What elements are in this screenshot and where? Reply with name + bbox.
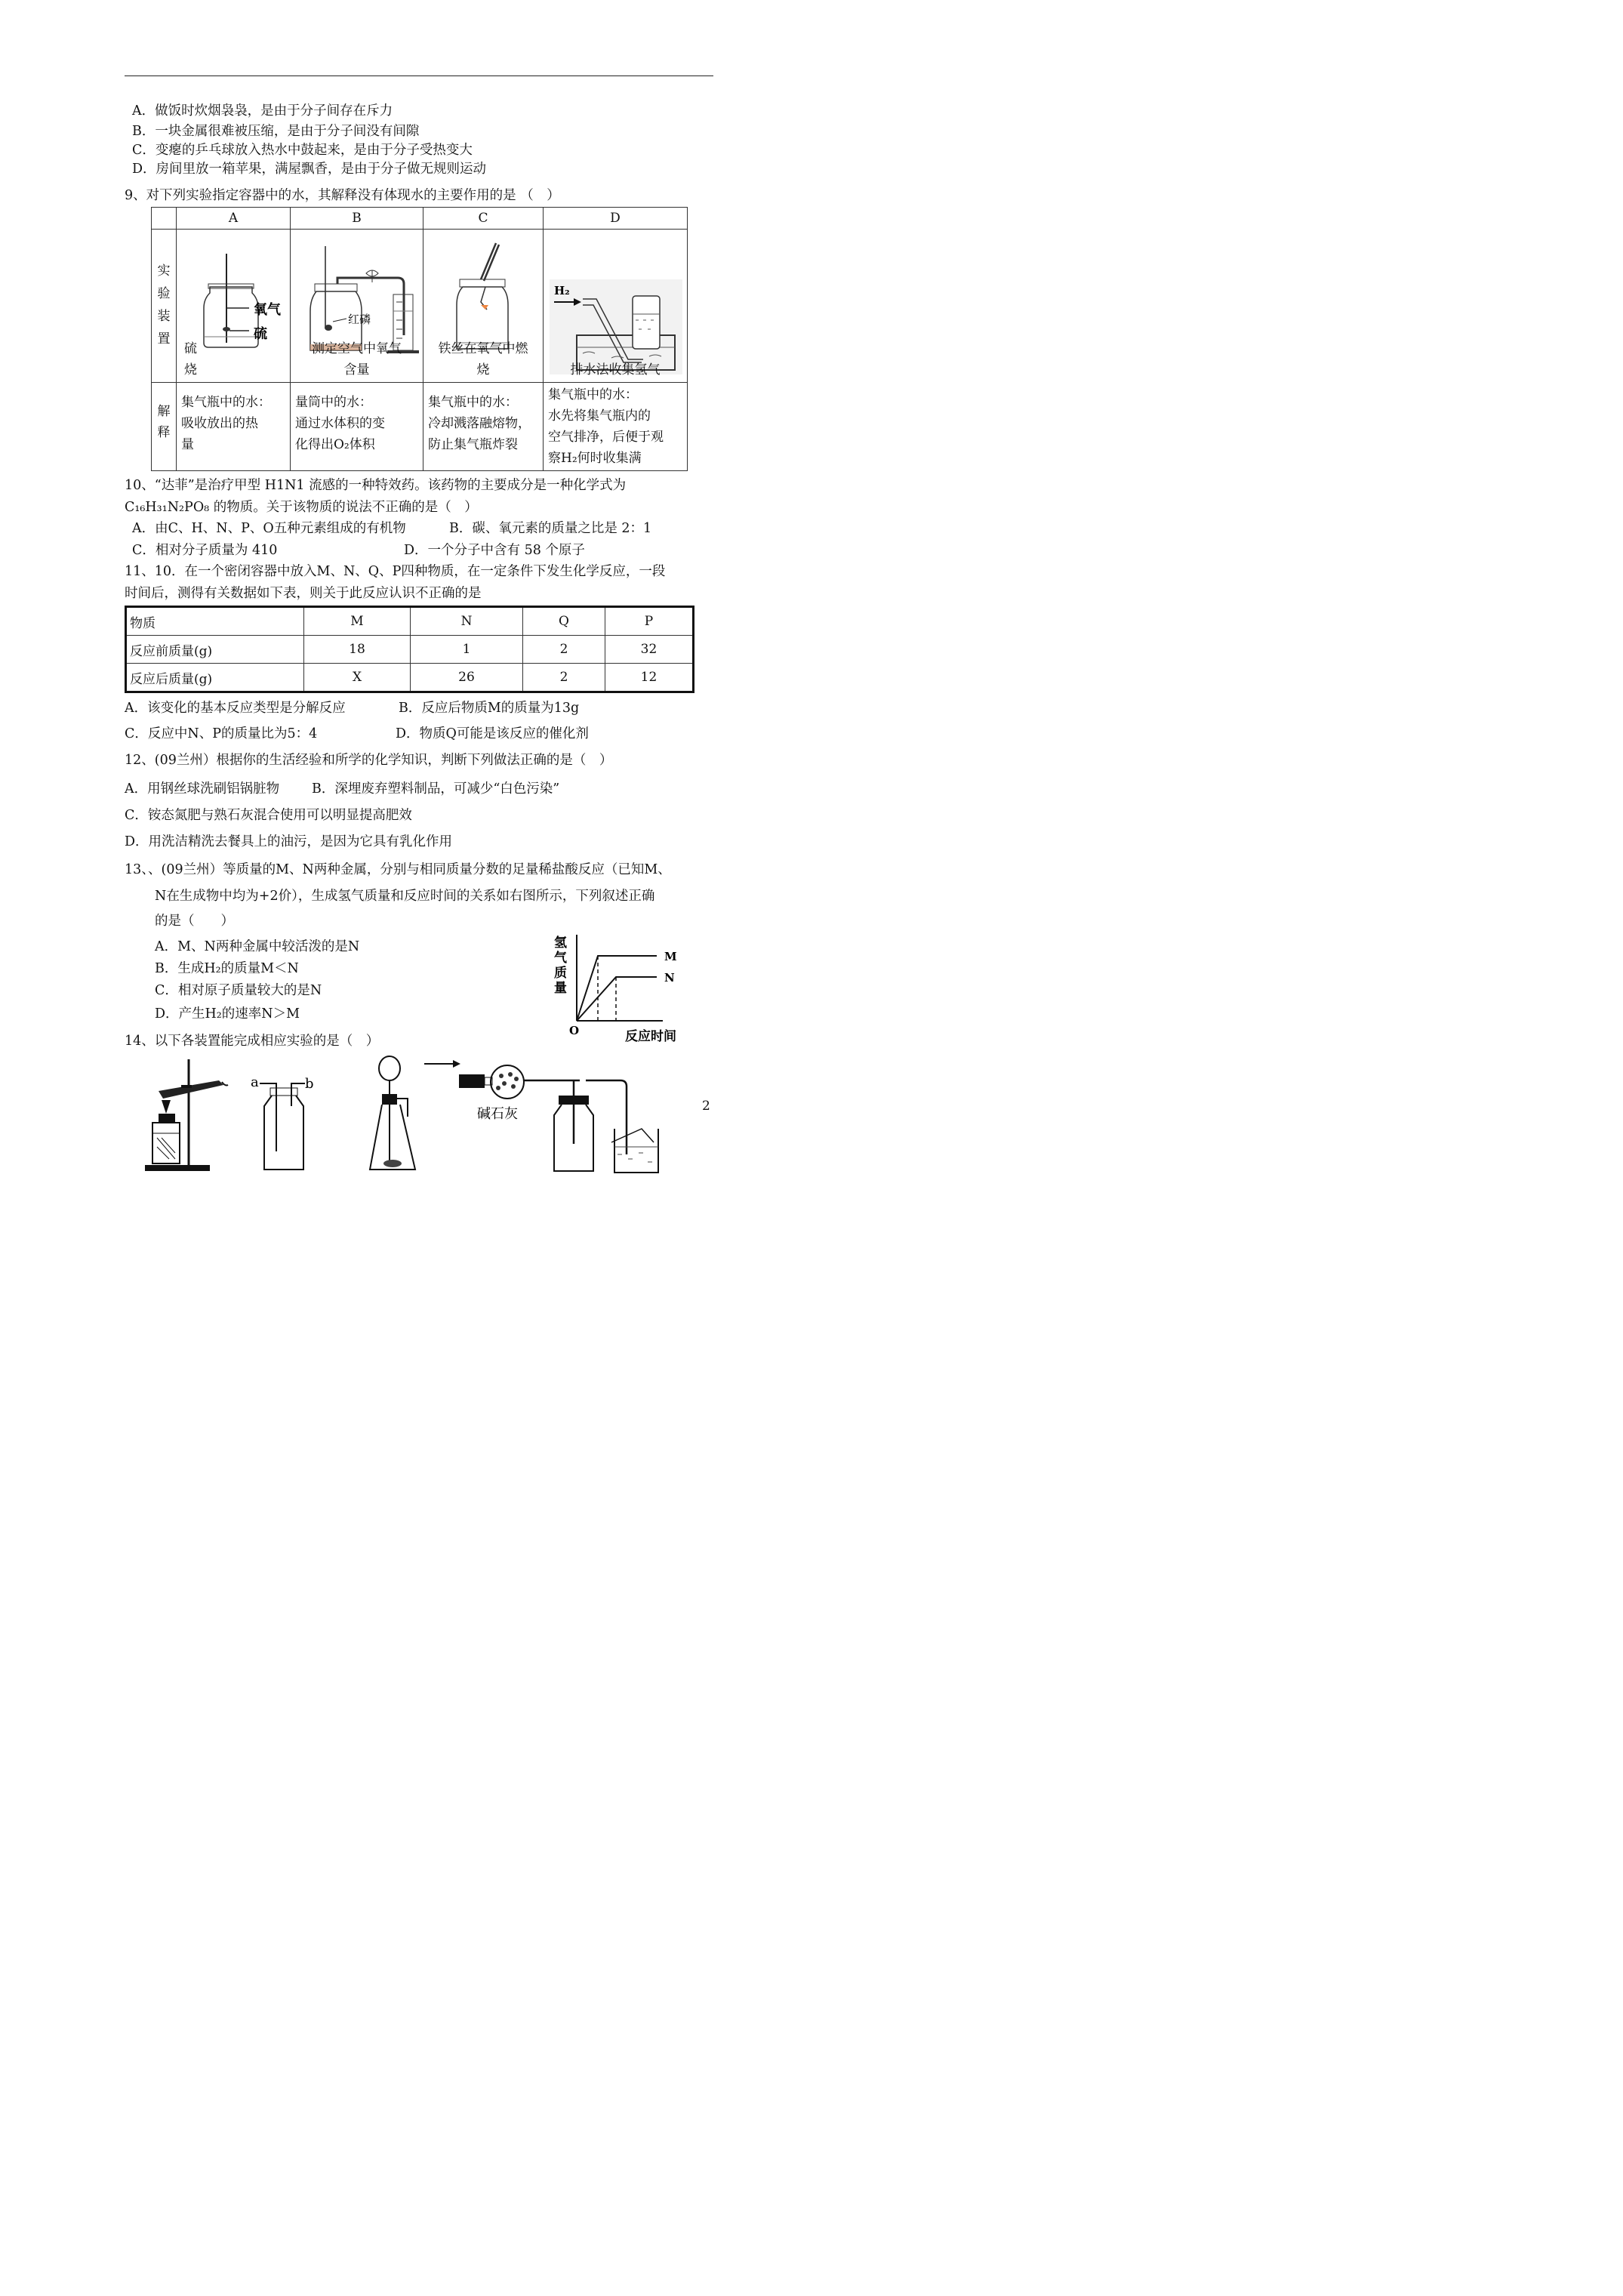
series-m-label: M: [664, 950, 677, 963]
q10-line1: 10、“达菲”是治疗甲型 H1N1 流感的一种特效药。该药物的主要成分是一种化学式为: [125, 478, 627, 493]
svg-text:量: 量: [554, 981, 567, 996]
table-row: 反应前质量(g) 18 1 2 32: [126, 636, 694, 664]
col-header-a: A: [177, 208, 291, 230]
q10-option-d: D．一个分子中含有 58 个原子: [404, 543, 585, 558]
q8-option-b: B．一块金属很难被压缩，是由于分子间没有间隙: [132, 124, 420, 139]
q11-option-a: A．该变化的基本反应类型是分解反应: [125, 701, 346, 716]
q11-option-c: C．反应中N、P的质量比为5：4: [125, 726, 318, 741]
soda-lime-train: [424, 1060, 658, 1173]
q13-graph: [551, 930, 687, 1043]
label-soda-lime: 碱石灰: [477, 1106, 518, 1122]
table-row: 反应后质量(g) X 26 2 12: [126, 664, 694, 692]
caption-d: 排水法收集氢气: [570, 362, 661, 378]
page-number: 2: [702, 1099, 710, 1114]
explanation-b: 量筒中的水： 通过水体积的变 化得出O₂体积: [291, 383, 423, 471]
h2-collection-diagram: [544, 230, 687, 358]
row-label-setup: 实 验 装 置: [152, 230, 177, 383]
svg-text:气: 气: [554, 951, 567, 966]
svg-text:质: 质: [554, 966, 567, 981]
q13-line3: 的是（ ）: [155, 914, 234, 929]
q11-option-b: B．反应后物质M的质量为13g: [399, 701, 580, 716]
q11-line2: 时间后，测得有关数据如下表，则关于此反应认识不正确的是: [125, 586, 482, 601]
q8-option-c: C．变瘪的乒乓球放入热水中鼓起来，是由于分子受热变大: [132, 143, 473, 158]
q11-table: [125, 606, 694, 693]
caption-a: 硫 烧: [184, 341, 197, 378]
q14-stem: 14、以下各装置能完成相应实验的是（ ）: [125, 1034, 380, 1049]
q13-line2: N在生成物中均为+2价），生成氢气质量和反应时间的关系如右图所示，下列叙述正确: [155, 889, 655, 904]
label-red-phosphorus: 红磷: [348, 313, 371, 326]
col-header-c: C: [423, 208, 544, 230]
explanation-a: 集气瓶中的水： 吸收放出的热 量: [177, 383, 291, 471]
document-page: [0, 0, 830, 1174]
label-h2: H₂: [554, 284, 570, 297]
setup-a: [177, 230, 291, 383]
caption-b: 测定空气中氧气 含量: [312, 341, 402, 378]
heating-apparatus: [145, 1059, 228, 1171]
svg-text:氢: 氢: [554, 935, 567, 951]
gas-bottle-a-b: [251, 1074, 314, 1170]
explanation-c: 集气瓶中的水： 冷却溅落融熔物， 防止集气瓶炸裂: [423, 383, 544, 471]
q13-line1: 13、、(09兰州）等质量的M、N两种金属，分别与相同质量分数的足量稀盐酸反应（已知M、: [125, 862, 671, 877]
q8-option-a: A．做饭时炊烟袅袅，是由于分子间存在斥力: [132, 103, 393, 119]
conical-flask: [370, 1056, 415, 1170]
q11-option-d: D．物质Q可能是该反应的催化剂: [396, 726, 589, 741]
q8-option-d: D．房间里放一箱苹果，满屋飘香，是由于分子做无规则运动: [132, 162, 487, 177]
col-header-b: B: [291, 208, 423, 230]
series-n-label: N: [664, 971, 675, 985]
q12-option-d: D．用洗洁精洗去餐具上的油污，是因为它具有乳化作用: [125, 834, 453, 849]
label-oxygen: 氧气: [254, 302, 281, 318]
q14-apparatus-diagrams: [143, 1053, 717, 1174]
q10-option-a: A．由C、H、N、P、O五种元素组成的有机物: [132, 521, 406, 536]
q10-line2: C₁₆H₃₁N₂PO₈ 的物质。关于该物质的说法不正确的是（ ）: [125, 500, 478, 515]
explanation-d: 集气瓶中的水： 水先将集气瓶内的 空气排净，后便于观 察H₂何时收集满: [544, 383, 688, 471]
q13-option-d: D．产生H₂的速率N＞M: [155, 1006, 300, 1022]
q13-option-c: C．相对原子质量较大的是N: [155, 983, 322, 998]
label-b: b: [305, 1076, 314, 1092]
q9-stem: 9、对下列实验指定容器中的水，其解释没有体现水的主要作用的是 （ ）: [125, 188, 560, 203]
q10-option-c: C．相对分子质量为 410: [132, 543, 278, 558]
setup-b: [291, 230, 423, 383]
q10-option-b: B．碳、氧元素的质量之比是 2：1: [449, 521, 652, 536]
setup-c: [423, 230, 544, 383]
x-axis-label: 反应时间: [625, 1029, 676, 1044]
caption-c: 铁丝在氧气中燃 烧: [438, 341, 528, 378]
corner-cell: [152, 208, 177, 230]
table-row: 物质 M N Q P: [126, 607, 694, 636]
q13-option-b: B．生成H₂的质量M＜N: [155, 961, 299, 976]
q11-line1: 11、10．在一个密闭容器中放入M、N、Q、P四种物质，在一定条件下发生化学反应，一段: [125, 564, 666, 579]
label-a: a: [251, 1074, 259, 1090]
q12-option-c: C．铵态氮肥与熟石灰混合使用可以明显提高肥效: [125, 808, 412, 823]
q12-stem: 12、(09兰州）根据你的生活经验和所学的化学知识，判断下列做法正确的是（ ）: [125, 753, 613, 768]
row-label-explanation: 解 释: [152, 383, 177, 471]
q12-option-a: A．用钢丝球洗刷铝锅脏物: [125, 781, 280, 797]
setup-d: [544, 230, 688, 383]
q13-option-a: A．M、N两种金属中较活泼的是N: [155, 939, 360, 954]
col-header-d: D: [544, 208, 688, 230]
q9-table: [151, 207, 688, 471]
origin-label: O: [569, 1024, 580, 1037]
q12-option-b: B．深埋废弃塑料制品，可减少“白色污染”: [312, 781, 560, 797]
label-sulfur: 硫: [254, 326, 267, 342]
